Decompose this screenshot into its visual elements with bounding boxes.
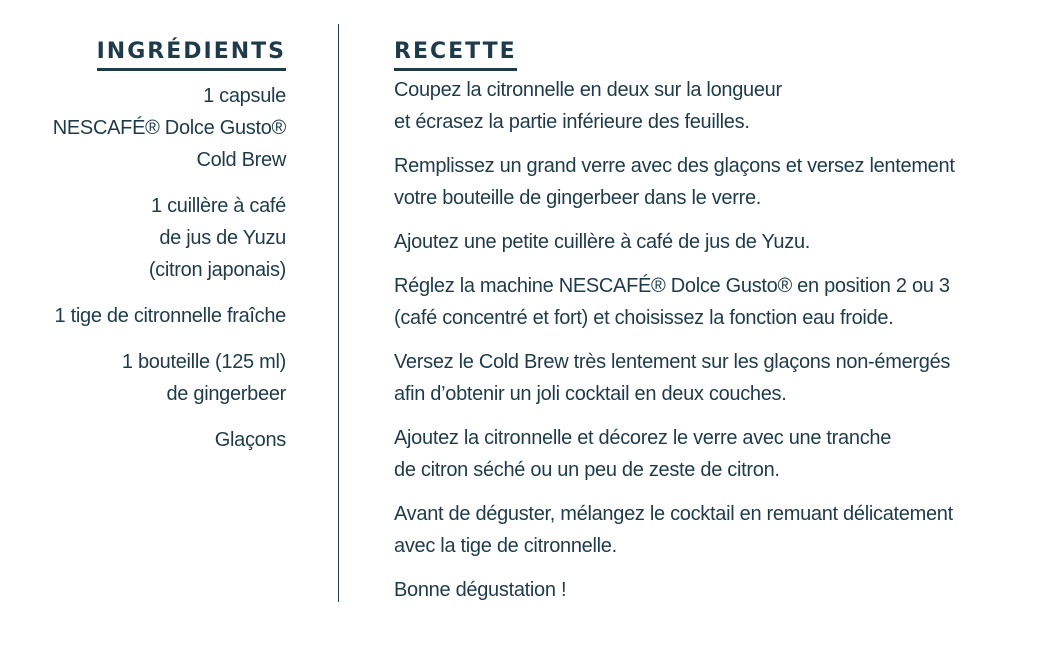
ingredient-line: de jus de Yuzu — [159, 227, 286, 249]
recipe-step — [394, 226, 1034, 258]
ingredient-line: 1 capsule — [203, 85, 286, 107]
ingredient-item — [0, 424, 286, 456]
recipe-step — [394, 270, 1034, 334]
ingredient-line: Cold Brew — [196, 149, 286, 171]
recipe-heading: RECETTE — [394, 38, 517, 71]
recipe-step-line: Ajoutez la citronnelle et décorez le verre avec une tranche — [394, 427, 892, 449]
recipe-step — [394, 498, 1034, 562]
recipe-step-line: Ajoutez une petite cuillère à café de jus de Yuzu. — [394, 231, 811, 253]
recipe-step-line: votre bouteille de gingerbeer dans le verre. — [394, 187, 762, 209]
recipe-step-line: Versez le Cold Brew très lentement sur les glaçons non-émergés — [394, 351, 951, 373]
ingredient-line: (citron japonais) — [148, 259, 286, 281]
recipe-step-line: (café concentré et fort) et choisissez la fonction eau froide. — [394, 307, 894, 329]
recipe-step-line: Coupez la citronnelle en deux sur la longueur — [394, 79, 782, 101]
ingredient-line: 1 tige de citronnelle fraîche — [54, 305, 286, 327]
recipe-steps — [394, 74, 1034, 618]
column-divider — [338, 24, 339, 602]
recipe-step — [394, 422, 1034, 486]
ingredient-line: NESCAFÉ® Dolce Gusto® — [52, 117, 286, 139]
ingredient-item — [0, 300, 286, 332]
recipe-step-line: Avant de déguster, mélangez le cocktail en remuant délicatement — [394, 503, 953, 525]
recipe-step — [394, 574, 1034, 606]
ingredient-item — [0, 346, 286, 410]
recipe-step-line: avec la tige de citronnelle. — [394, 535, 617, 557]
ingredient-line: 1 bouteille (125 ml) — [121, 351, 286, 373]
ingredients-heading: INGRÉDIENTS — [97, 38, 286, 71]
recipe-step — [394, 346, 1034, 410]
ingredient-item — [0, 80, 286, 176]
ingredient-line: de gingerbeer — [166, 383, 286, 405]
ingredients-list — [0, 80, 286, 470]
recipe-step-line: afin d’obtenir un joli cocktail en deux couches. — [394, 383, 787, 405]
ingredient-line: Glaçons — [214, 429, 286, 451]
recipe-step — [394, 74, 1034, 138]
recipe-step-line: Réglez la machine NESCAFÉ® Dolce Gusto® en position 2 ou 3 — [394, 275, 950, 297]
recipe-step-line: Bonne dégustation ! — [394, 579, 567, 601]
recipe-step — [394, 150, 1034, 214]
recipe-step-line: Remplissez un grand verre avec des glaçons et versez lentement — [394, 155, 955, 177]
ingredient-item — [0, 190, 286, 286]
ingredient-line: 1 cuillère à café — [151, 195, 286, 217]
recipe-step-line: de citron séché ou un peu de zeste de citron. — [394, 459, 780, 481]
recipe-step-line: et écrasez la partie inférieure des feuilles. — [394, 111, 750, 133]
